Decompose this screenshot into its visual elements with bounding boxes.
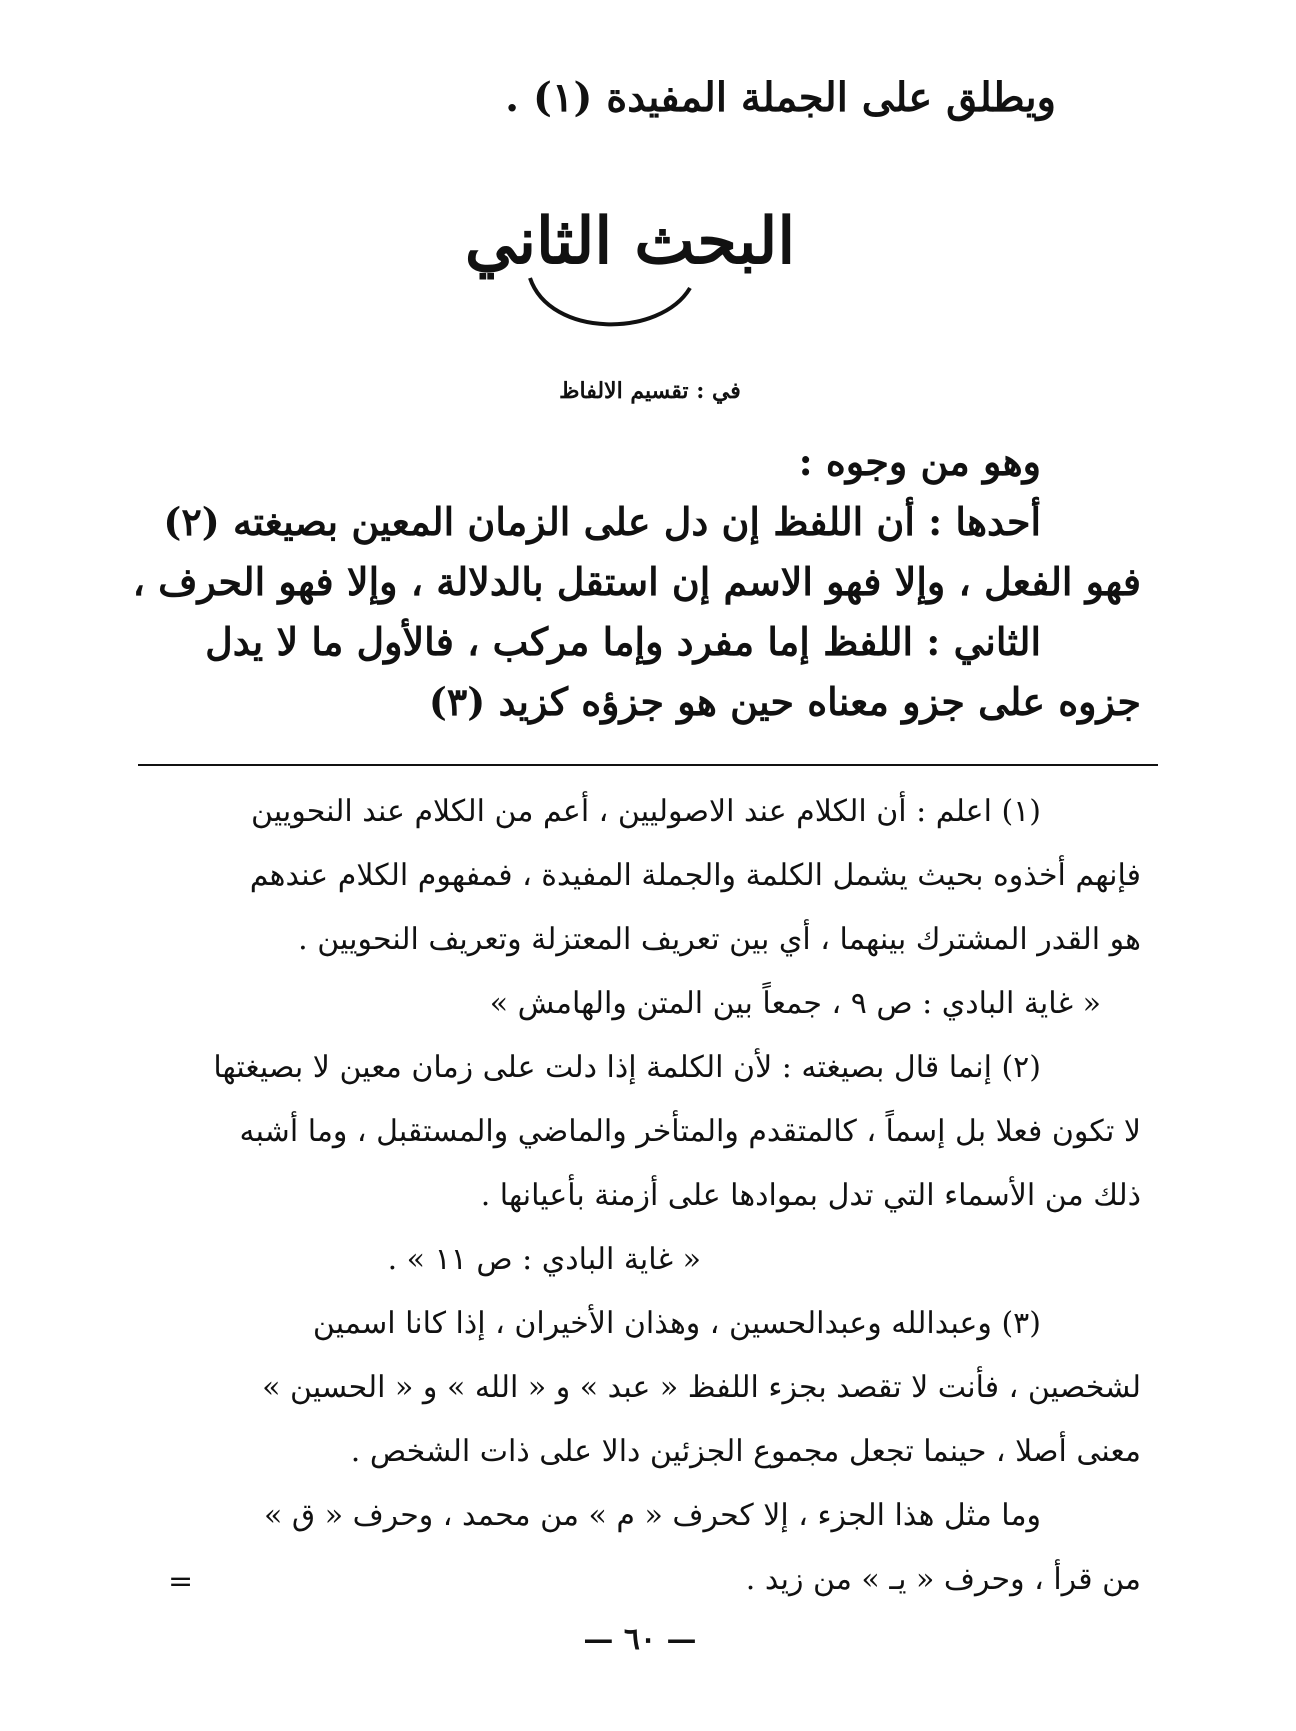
footnote-2-line: ذلك من الأسماء التي تدل بموادها على أزمنة بأعيانها . <box>480 1178 1141 1213</box>
main-line: أحدها : أن اللفظ إن دل على الزمان المعين بصيغته (٢) <box>163 499 1041 544</box>
calligraphy-flourish <box>530 278 690 324</box>
footnote-2-line: (٢) إنما قال بصيغته : لأن الكلمة إذا دلت على زمان معين لا بصيغتها <box>213 1050 1041 1085</box>
main-line: وهو من وجوه : <box>798 439 1041 484</box>
footnote-3-line: من قرأ ، وحرف « يـ » من زيد . <box>745 1562 1141 1597</box>
footnote-3-line: (٣) وعبدالله وعبدالحسين ، وهذان الأخيران ، إذا كانا اسمين <box>312 1306 1041 1341</box>
footnotes <box>141 780 1141 1612</box>
continuation-mark: = <box>168 1564 194 1599</box>
footnote-3-line: معنى أصلا ، حينما تجعل مجموع الجزئين دالا على ذات الشخص . <box>350 1434 1141 1469</box>
footnote-1-line: فإنهم أخذوه بحيث يشمل الكلمة والجملة المفيدة ، فمفهوم الكلام عندهم <box>249 858 1141 893</box>
footnote-3-line: وما مثل هذا الجزء ، إلا كحرف « م » من محمد ، وحرف « ق » <box>263 1498 1041 1533</box>
page-number: — ٦٠ — <box>583 1622 697 1657</box>
footnote-2-source: « غاية البادي : ص ١١ » . <box>387 1242 701 1277</box>
footnote-divider <box>138 764 1158 766</box>
footnote-2-line: لا تكون فعلا بل إسماً ، كالمتقدم والمتأخر والماضي والمستقبل ، وما أشبه <box>239 1114 1141 1149</box>
main-line: جزوه على جزو معناه حين هو جزؤه كزيد (٣) <box>428 679 1141 724</box>
section-subtitle: في : تقسيم الالفاظ <box>559 378 741 404</box>
main-line: فهو الفعل ، وإلا فهو الاسم إن استقل بالدلالة ، وإلا فهو الحرف ، <box>132 559 1141 604</box>
footnote-3-line: لشخصين ، فأنت لا تقصد بجزء اللفظ « عبد » و « الله » و « الحسين » <box>262 1370 1141 1405</box>
main-line: الثاني : اللفظ إما مفرد وإما مركب ، فالأول ما لا يدل <box>205 619 1041 664</box>
footnote-1-line: هو القدر المشترك بينهما ، أي بين تعريف المعتزلة وتعريف النحويين . <box>298 922 1141 957</box>
section-title-text: البحث الثاني <box>464 204 796 279</box>
section-title-calligraphy <box>460 168 800 348</box>
main-text <box>132 432 1141 732</box>
footnote-1-line: (١) اعلم : أن الكلام عند الاصوليين ، أعم من الكلام عند النحويين <box>251 794 1041 829</box>
footnote-1-source: « غاية البادي : ص ٩ ، جمعاً بين المتن والهامش » <box>489 986 1101 1021</box>
top-line: ويطلق على الجملة المفيدة (١) . <box>505 74 1056 121</box>
